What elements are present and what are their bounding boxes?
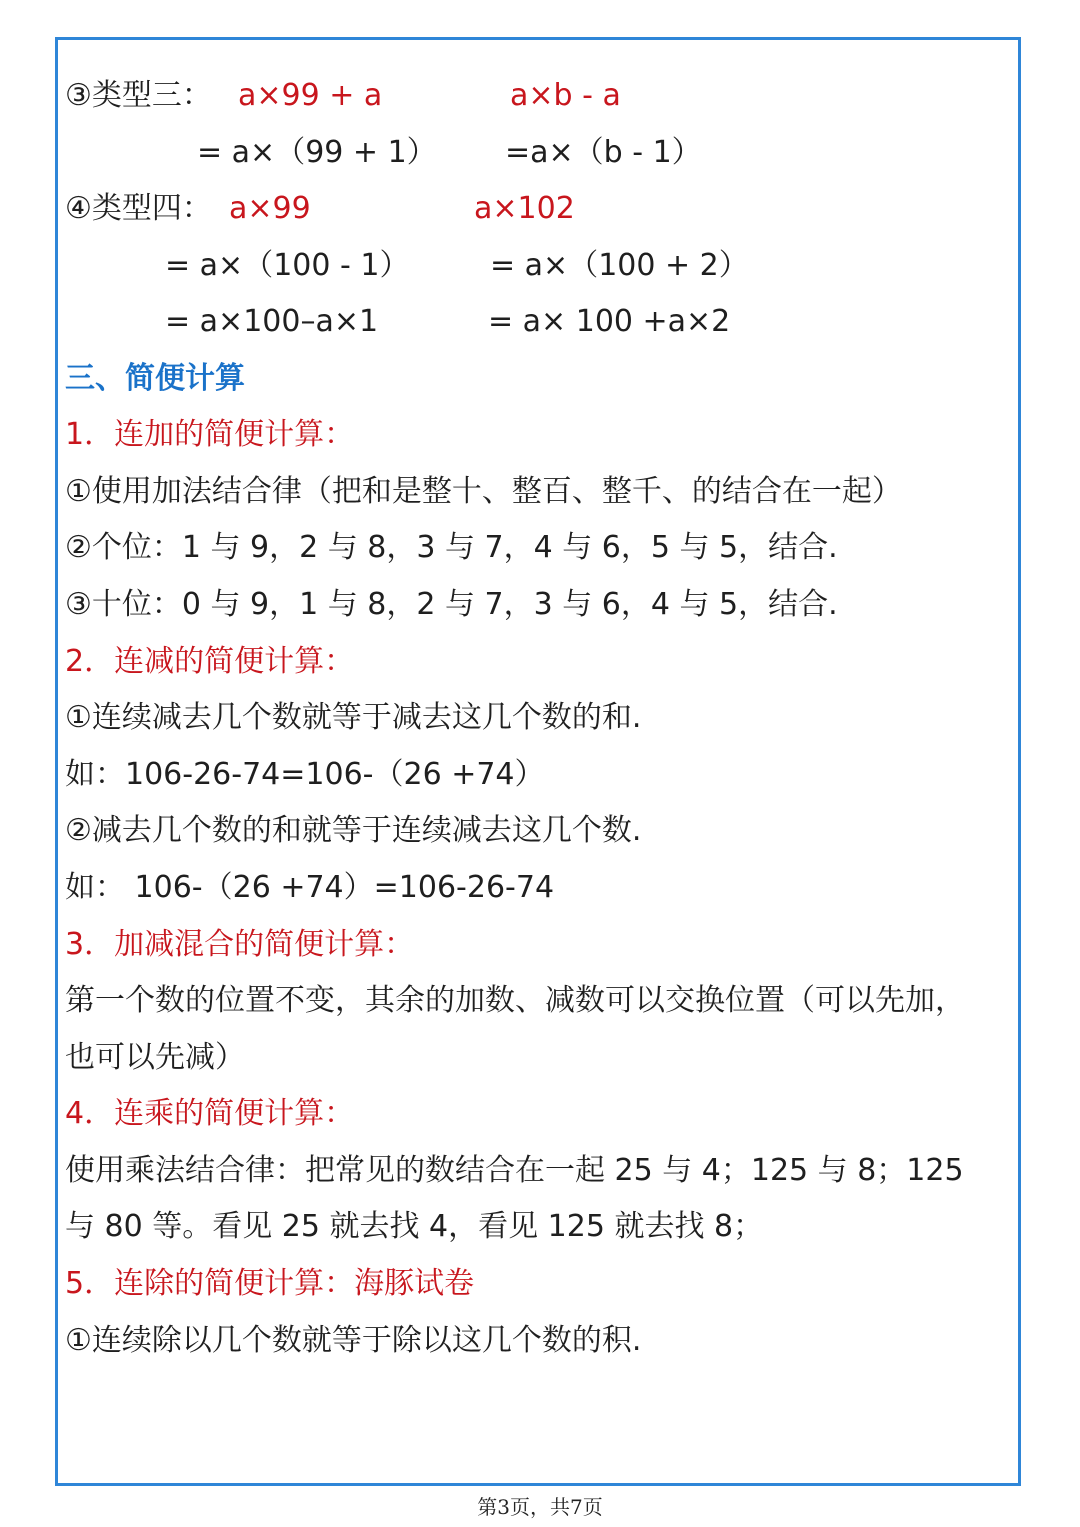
- page-number-footer: 第3页，共7页: [477, 1495, 603, 1519]
- type3-example1-expression: a×99 + a: [238, 78, 383, 113]
- type4-example2-expression: a×102: [474, 191, 575, 226]
- type3-example1-step1: = a×（99 + 1）: [197, 135, 437, 170]
- subsection-1-heading: 1．连加的简便计算：: [65, 417, 355, 452]
- subsection-2-item: ①连续减去几个数就等于减去这几个数的和.: [65, 700, 642, 735]
- type3-label: ③类型三：: [65, 78, 212, 113]
- type3-example2-step1: =a×（b - 1）: [505, 135, 702, 170]
- subsection-2-heading: 2．连减的简便计算：: [65, 644, 355, 679]
- type4-example1-step1: = a×（100 - 1）: [165, 248, 410, 283]
- type4-example1-expression: a×99: [229, 191, 311, 226]
- subsection-1-item: ②个位：1 与 9，2 与 8，3 与 7，4 与 6，5 与 5，结合.: [65, 530, 838, 565]
- subsection-5-heading: 5．连除的简便计算：海豚试卷: [65, 1266, 475, 1301]
- subsection-4-heading: 4．连乘的简便计算：: [65, 1096, 355, 1131]
- subsection-3-text: 也可以先减）: [65, 1040, 245, 1075]
- type4-label: ④类型四：: [65, 191, 212, 226]
- subsection-2-example: 如： 106-（26 +74）=106-26-74: [65, 870, 555, 905]
- subsection-4-text: 使用乘法结合律：把常见的数结合在一起 25 与 4；125 与 8；125: [65, 1153, 964, 1188]
- subsection-3-text: 第一个数的位置不变，其余的加数、减数可以交换位置（可以先加，: [65, 983, 965, 1018]
- subsection-1-item: ①使用加法结合律（把和是整十、整百、整千、的结合在一起）: [65, 474, 902, 509]
- subsection-2-item: ②减去几个数的和就等于连续减去这几个数.: [65, 813, 642, 848]
- section-heading: 三、简便计算: [65, 361, 245, 396]
- type3-example2-expression: a×b - a: [510, 78, 621, 113]
- type4-example2-step2: = a× 100 +a×2: [488, 304, 731, 339]
- type4-example1-step2: = a×100–a×1: [165, 304, 379, 339]
- subsection-1-item: ③十位：0 与 9，1 与 8，2 与 7，3 与 6，4 与 5，结合.: [65, 587, 838, 622]
- subsection-3-heading: 3．加减混合的简便计算：: [65, 927, 415, 962]
- subsection-5-item: ①连续除以几个数就等于除以这几个数的积.: [65, 1323, 642, 1358]
- subsection-4-text: 与 80 等。看见 25 就去找 4，看见 125 就去找 8；: [65, 1209, 764, 1244]
- subsection-2-example: 如：106-26-74=106-（26 +74）: [65, 757, 545, 792]
- type4-example2-step1: = a×（100 + 2）: [490, 248, 749, 283]
